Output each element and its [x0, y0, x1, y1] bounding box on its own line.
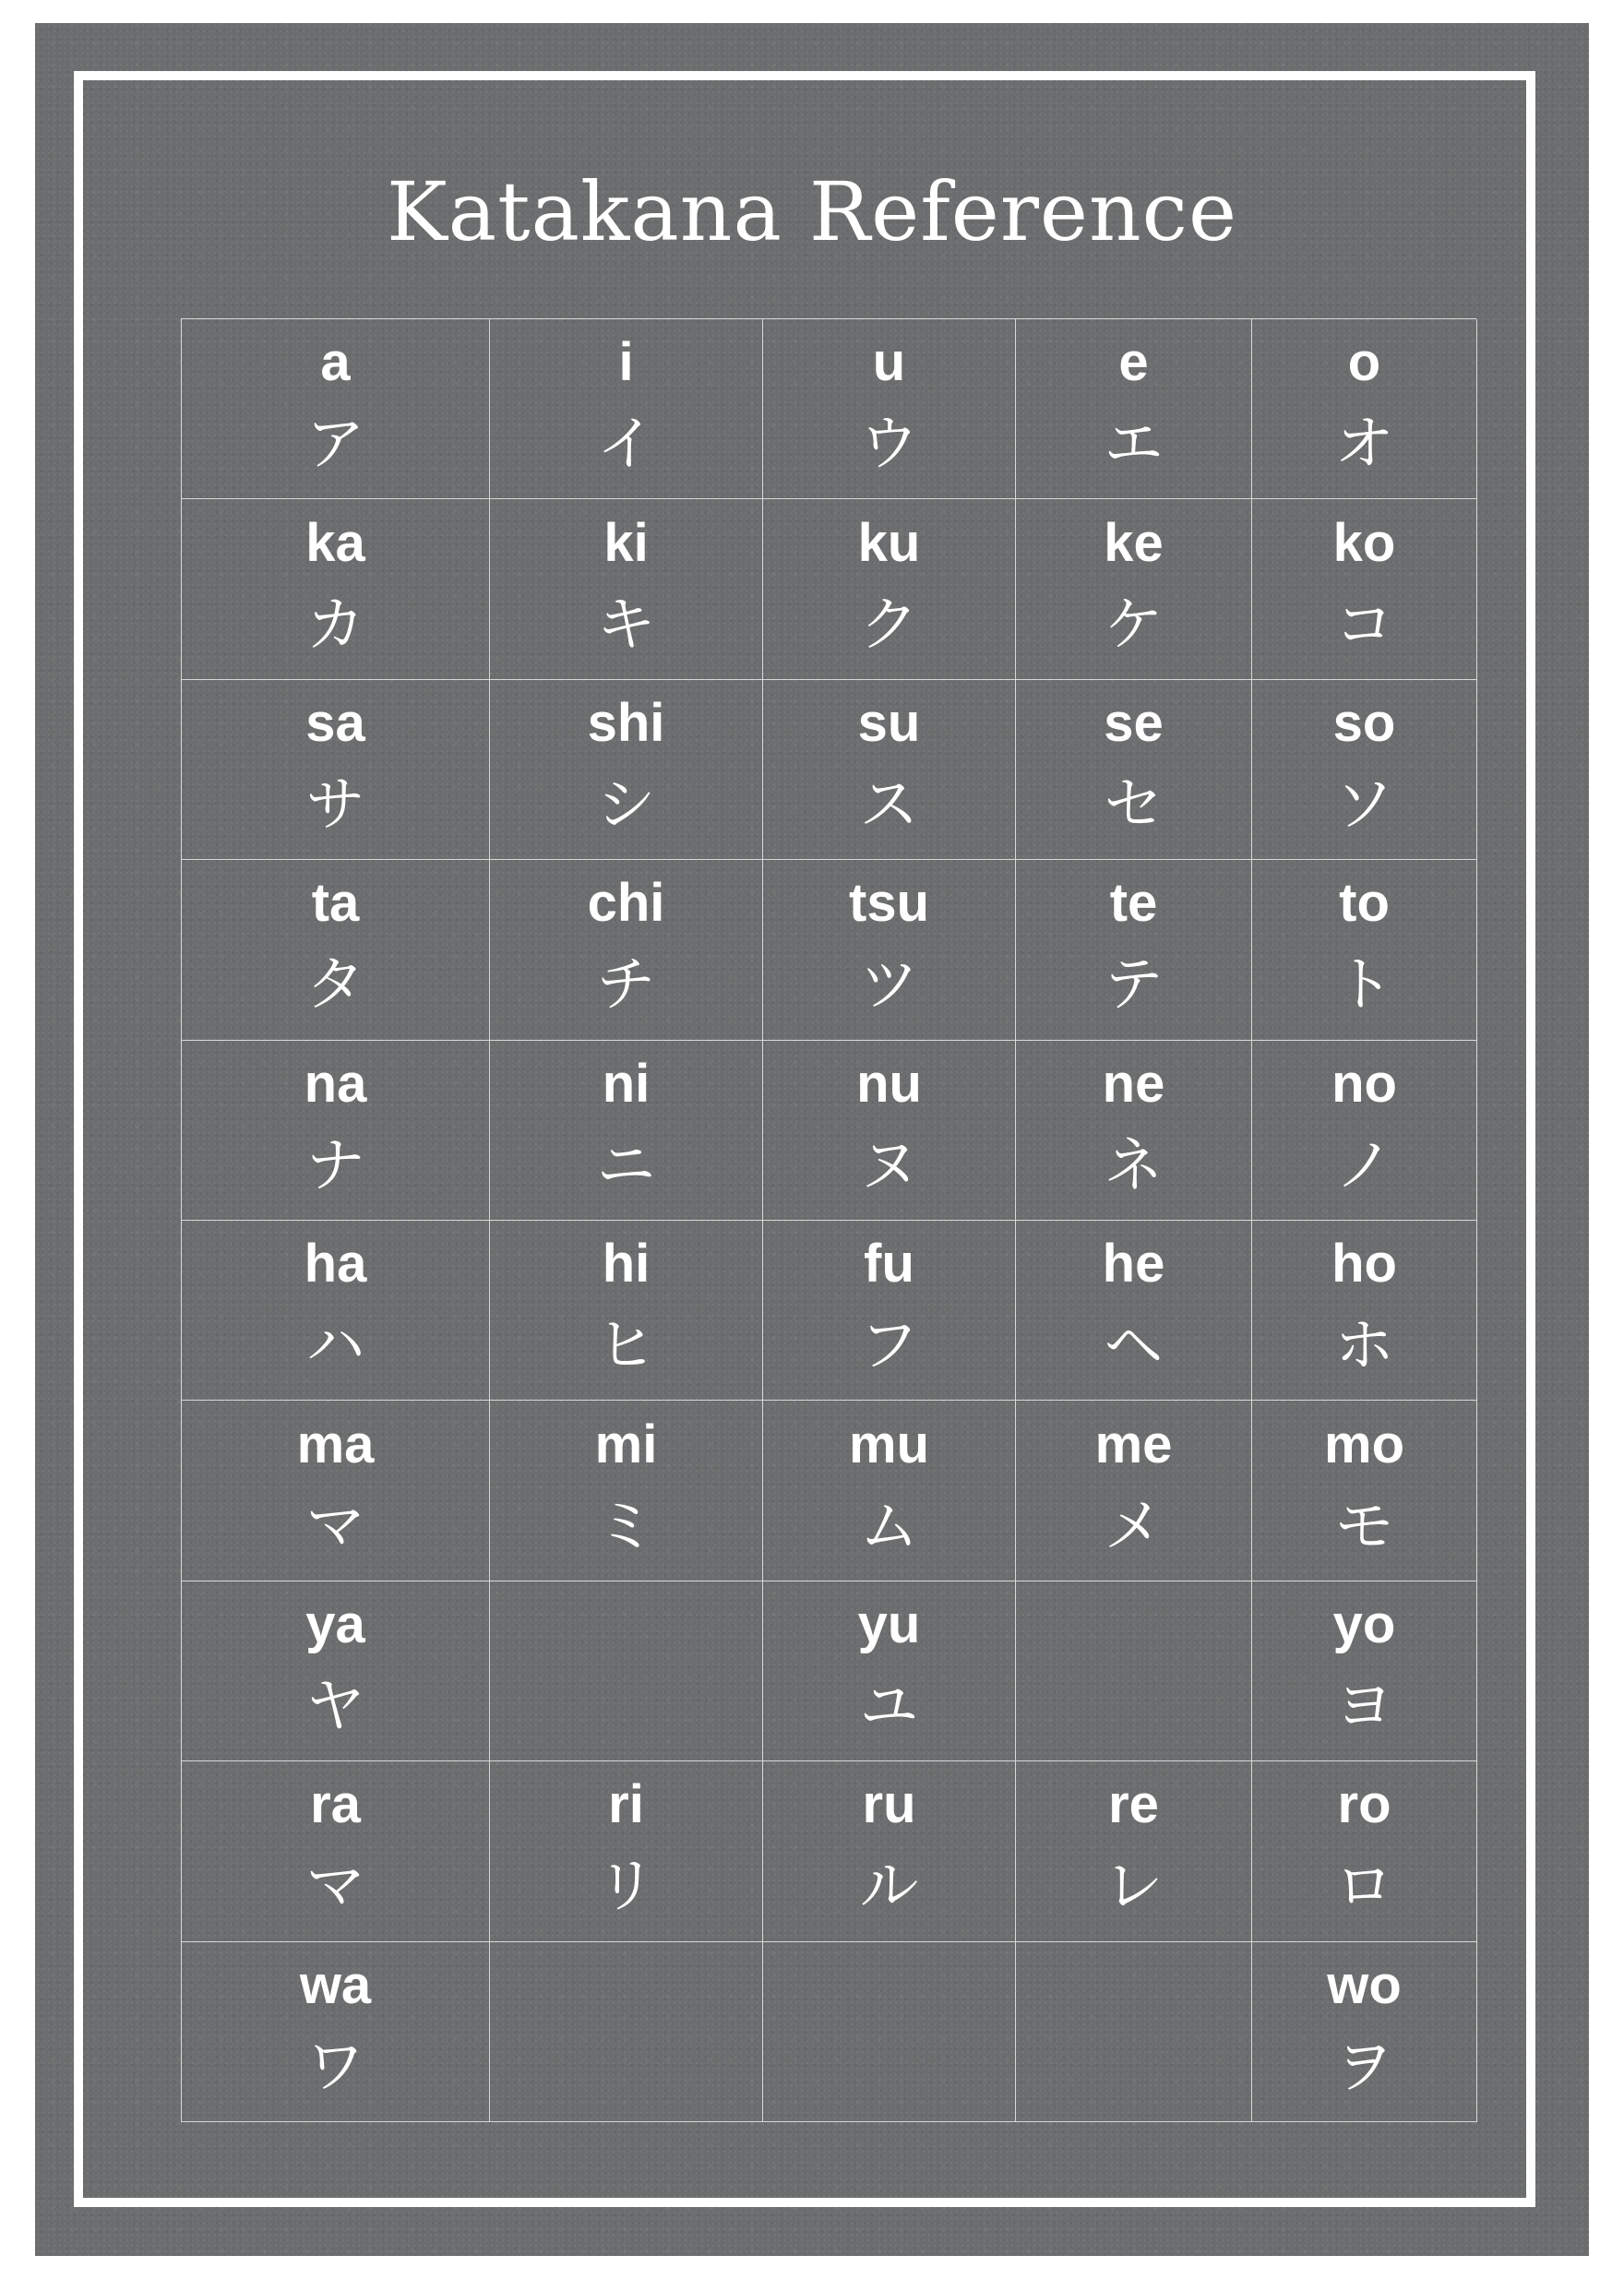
katakana-character: ヨ — [1334, 1672, 1394, 1741]
table-cell — [1252, 319, 1477, 499]
romaji-label: ya — [305, 1593, 365, 1654]
katakana-character: ア — [305, 411, 365, 480]
katakana-character: コ — [1334, 591, 1394, 660]
romaji-label: ke — [1104, 512, 1164, 573]
table-cell — [182, 1581, 490, 1761]
romaji-label: fu — [864, 1234, 914, 1295]
table-cell — [1016, 1942, 1252, 2122]
table-cell — [763, 1581, 1016, 1761]
romaji-label: mo — [1324, 1414, 1404, 1474]
katakana-character: ソ — [1334, 770, 1394, 840]
romaji-label: a — [320, 332, 351, 393]
table-cell — [490, 319, 763, 499]
romaji-label: o — [1347, 332, 1381, 393]
table-cell — [763, 1942, 1016, 2122]
katakana-character: ホ — [1334, 1312, 1394, 1381]
katakana-character: カ — [305, 591, 365, 660]
table-cell — [490, 1942, 763, 2122]
katakana-character: リ — [596, 1853, 656, 1922]
table-cell — [1252, 860, 1477, 1040]
romaji-label: ta — [311, 873, 360, 934]
katakana-character: ヤ — [305, 1672, 365, 1741]
table-cell — [1252, 1401, 1477, 1581]
table-cell — [490, 860, 763, 1040]
table-cell — [182, 1401, 490, 1581]
katakana-character: ハ — [305, 1312, 365, 1381]
romaji-label: na — [304, 1053, 367, 1114]
katakana-character: セ — [1104, 770, 1164, 840]
romaji-label: hi — [602, 1234, 651, 1295]
table-cell — [1016, 499, 1252, 679]
katakana-character: エ — [1104, 411, 1164, 480]
katakana-table — [181, 318, 1476, 2122]
table-cell — [763, 680, 1016, 860]
romaji-label: ku — [857, 512, 921, 573]
romaji-label: ri — [608, 1774, 644, 1835]
table-cell — [763, 499, 1016, 679]
table-cell — [182, 319, 490, 499]
katakana-character: ト — [1334, 951, 1394, 1020]
romaji-label: re — [1108, 1774, 1159, 1835]
table-cell — [182, 1942, 490, 2122]
table-cell — [490, 1221, 763, 1401]
table-cell — [1016, 1041, 1252, 1221]
table-cell — [1016, 1221, 1252, 1401]
romaji-label: yo — [1332, 1593, 1396, 1654]
katakana-character: ム — [859, 1492, 919, 1561]
table-cell — [763, 319, 1016, 499]
romaji-label: ro — [1337, 1774, 1391, 1835]
table-cell — [1252, 1041, 1477, 1221]
page-title: Katakana Reference — [386, 164, 1238, 259]
romaji-label: ho — [1331, 1234, 1397, 1295]
katakana-character: ツ — [859, 951, 919, 1020]
katakana-character: ス — [859, 770, 919, 840]
table-cell — [1016, 1761, 1252, 1941]
katakana-character: ユ — [859, 1672, 919, 1741]
table-cell — [490, 1041, 763, 1221]
table-cell — [490, 1401, 763, 1581]
romaji-label: ko — [1332, 512, 1396, 573]
katakana-character: ヘ — [1104, 1312, 1164, 1381]
table-cell — [490, 499, 763, 679]
romaji-label: yu — [857, 1593, 921, 1654]
table-cell — [763, 1221, 1016, 1401]
katakana-character: シ — [596, 770, 656, 840]
table-cell — [1252, 1581, 1477, 1761]
katakana-character: ナ — [305, 1131, 365, 1200]
romaji-label: ra — [310, 1774, 361, 1835]
romaji-label: ha — [304, 1234, 367, 1295]
katakana-character: メ — [1104, 1492, 1164, 1561]
romaji-label: no — [1331, 1053, 1397, 1114]
katakana-character: ノ — [1334, 1131, 1394, 1200]
romaji-label: mi — [594, 1414, 658, 1474]
table-cell — [182, 1041, 490, 1221]
romaji-label: ka — [305, 512, 365, 573]
katakana-character: ワ — [305, 2033, 365, 2102]
romaji-label: i — [618, 332, 634, 393]
table-cell — [182, 499, 490, 679]
katakana-character: フ — [859, 1312, 919, 1381]
romaji-label: chi — [587, 873, 665, 934]
table-cell — [1252, 1942, 1477, 2122]
table-cell — [763, 1041, 1016, 1221]
table-cell — [490, 1761, 763, 1941]
romaji-label: ma — [296, 1414, 375, 1474]
romaji-label: u — [872, 332, 906, 393]
romaji-label: mu — [849, 1414, 929, 1474]
katakana-character: キ — [596, 591, 656, 660]
romaji-label: ne — [1102, 1053, 1165, 1114]
katakana-character: マ — [305, 1492, 365, 1561]
table-cell — [1016, 680, 1252, 860]
katakana-character: ク — [859, 591, 919, 660]
katakana-character: ヌ — [859, 1131, 919, 1200]
romaji-label: e — [1118, 332, 1149, 393]
romaji-label: ki — [603, 512, 649, 573]
romaji-label: sa — [305, 692, 365, 753]
romaji-label: su — [857, 692, 921, 753]
katakana-character: マ — [305, 1853, 365, 1922]
table-cell — [763, 860, 1016, 1040]
romaji-label: me — [1094, 1414, 1173, 1474]
romaji-label: tsu — [849, 873, 929, 934]
table-cell — [1016, 319, 1252, 499]
romaji-label: nu — [856, 1053, 922, 1114]
katakana-character: イ — [596, 411, 656, 480]
katakana-character: ヒ — [596, 1312, 656, 1381]
katakana-character: ニ — [596, 1131, 656, 1200]
romaji-label: wo — [1327, 1954, 1402, 2015]
romaji-label: ru — [862, 1774, 916, 1835]
katakana-character: ケ — [1104, 591, 1164, 660]
katakana-character: ロ — [1334, 1853, 1394, 1922]
katakana-character: チ — [596, 951, 656, 1020]
table-cell — [182, 860, 490, 1040]
katakana-character: ネ — [1104, 1131, 1164, 1200]
table-cell — [1252, 1221, 1477, 1401]
katakana-character: サ — [305, 770, 365, 840]
romaji-label: so — [1332, 692, 1396, 753]
table-cell — [1252, 680, 1477, 860]
romaji-label: te — [1109, 873, 1158, 934]
table-cell — [763, 1401, 1016, 1581]
table-cell — [182, 1221, 490, 1401]
romaji-label: shi — [587, 692, 665, 753]
katakana-character: レ — [1104, 1853, 1164, 1922]
katakana-character: テ — [1104, 951, 1164, 1020]
table-cell — [490, 680, 763, 860]
table-cell — [1252, 499, 1477, 679]
katakana-character: オ — [1334, 411, 1394, 480]
romaji-label: wa — [299, 1954, 372, 2015]
romaji-label: se — [1104, 692, 1164, 753]
table-cell — [182, 680, 490, 860]
table-cell — [1252, 1761, 1477, 1941]
katakana-character: タ — [305, 951, 365, 1020]
table-cell — [490, 1581, 763, 1761]
romaji-label: ni — [602, 1053, 651, 1114]
table-cell — [1016, 1581, 1252, 1761]
table-cell — [1016, 860, 1252, 1040]
katakana-character: モ — [1334, 1492, 1394, 1561]
romaji-label: he — [1102, 1234, 1165, 1295]
romaji-label: to — [1339, 873, 1390, 934]
table-cell — [763, 1761, 1016, 1941]
poster — [35, 23, 1589, 2256]
katakana-character: ヲ — [1334, 2033, 1394, 2102]
katakana-character: ミ — [596, 1492, 656, 1561]
table-cell — [1016, 1401, 1252, 1581]
table-cell — [182, 1761, 490, 1941]
katakana-character: ウ — [859, 411, 919, 480]
katakana-character: ル — [859, 1853, 919, 1922]
